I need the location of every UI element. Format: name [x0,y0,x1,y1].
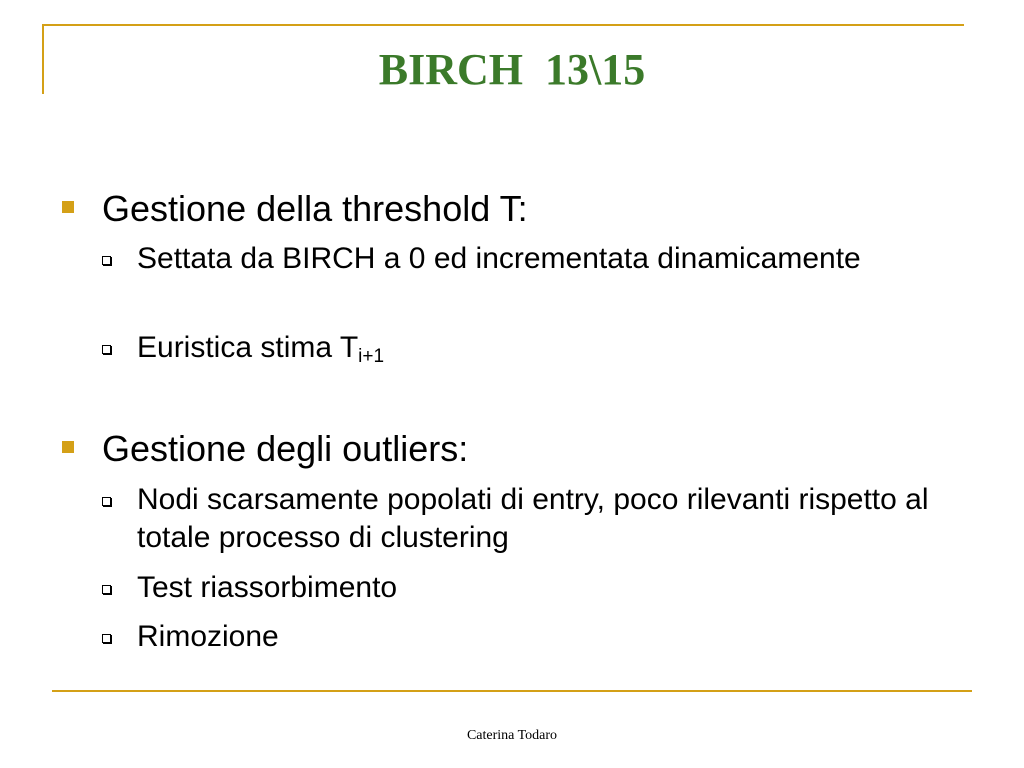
subbullet-text: Settata da BIRCH a 0 ed incrementata dinamicamente [137,242,861,275]
subbullet-text [137,329,967,376]
subbullet-text: Rimozione [137,620,279,653]
subscript-text: i+1 [358,346,385,367]
hollow-square-bullet-icon [102,497,111,506]
footer-divider [52,690,972,692]
slide-title: BIRCH 13\15 [378,45,646,94]
hollow-square-bullet-icon [102,585,111,594]
square-bullet-icon [62,441,74,453]
subbullet-text: Test riassorbimento [137,571,398,604]
footer-author: Caterina Todaro [466,728,558,743]
bullet-text: Gestione degli outliers: [102,428,469,469]
subbullet-text: Nodi scarsamente popolati di entry, poco rilevanti rispetto al totale processo di clustering [137,483,929,554]
bullet-text: Gestione della threshold T: [102,188,528,229]
hollow-square-bullet-icon [102,345,111,354]
square-bullet-icon [62,201,74,213]
hollow-square-bullet-icon [102,634,111,643]
hollow-square-bullet-icon [102,256,111,265]
subbullet-main-text: Euristica stima T [137,331,359,364]
